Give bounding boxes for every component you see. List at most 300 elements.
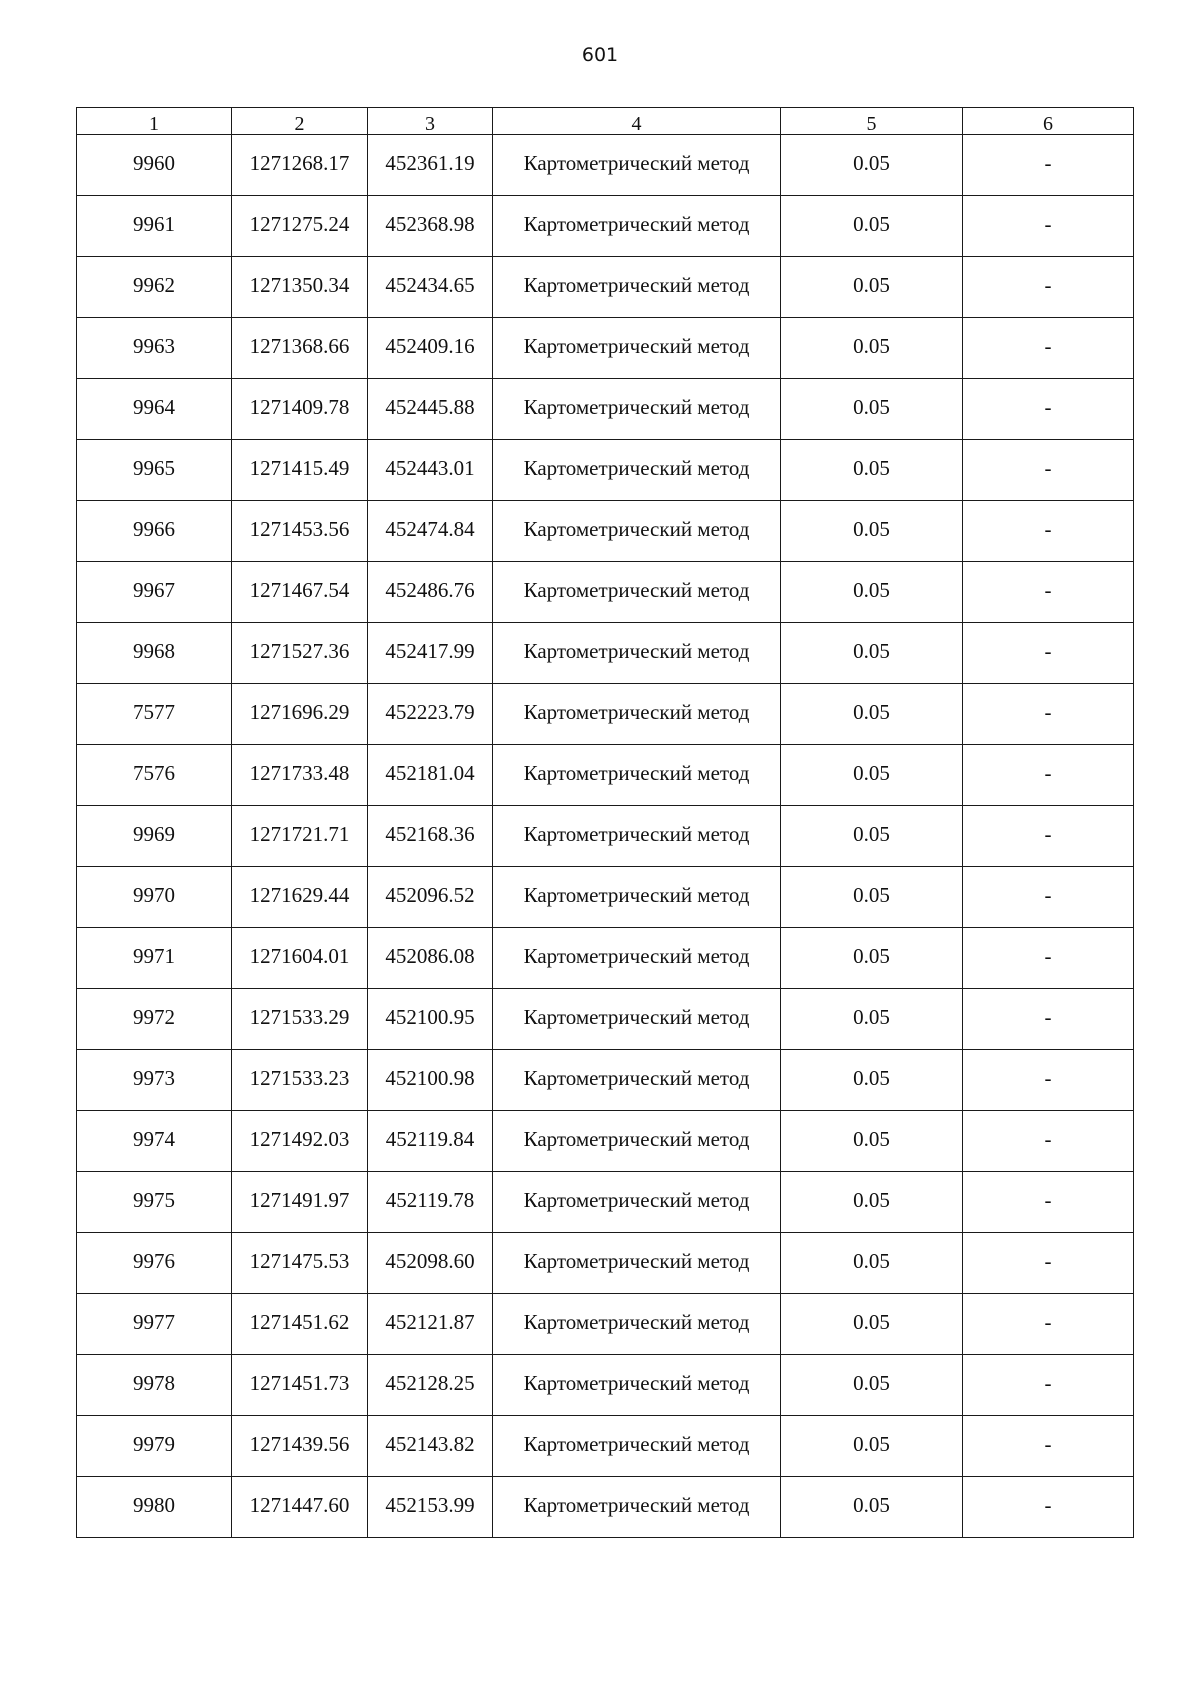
cell-text: 452100.95: [385, 1004, 475, 1029]
x-coordinate-cell: [232, 928, 368, 989]
accuracy-cell: [781, 379, 963, 440]
note-cell: [963, 440, 1134, 501]
cell-text: -: [1044, 1187, 1052, 1212]
method-cell: [493, 1233, 781, 1294]
method-cell: [493, 867, 781, 928]
accuracy-cell: [781, 196, 963, 257]
cell-text: 452417.99: [385, 638, 475, 663]
header-row: [77, 108, 1134, 135]
method-cell: [493, 440, 781, 501]
table-row: [77, 135, 1134, 196]
column-header: 6: [963, 108, 1134, 135]
note-cell: [963, 1233, 1134, 1294]
cell-text: -: [1044, 760, 1052, 785]
method-cell: [493, 562, 781, 623]
method-cell: [493, 1477, 781, 1538]
cell-text: -: [1044, 394, 1052, 419]
table-row: [77, 1294, 1134, 1355]
cell-text: -: [1044, 1492, 1052, 1517]
table-row: [77, 257, 1134, 318]
cell-text: 452153.99: [385, 1492, 475, 1517]
cell-text: 0.05: [853, 1431, 890, 1456]
cell-text: -: [1044, 1126, 1052, 1151]
cell-text: Картометрический метод: [523, 760, 750, 785]
method-cell: [493, 257, 781, 318]
method-cell: [493, 806, 781, 867]
cell-text: 9977: [133, 1309, 175, 1334]
cell-text: 452445.88: [385, 394, 475, 419]
cell-text: 0.05: [853, 394, 890, 419]
method-cell: [493, 318, 781, 379]
method-cell: [493, 196, 781, 257]
cell-text: Картометрический метод: [523, 394, 750, 419]
point-number-cell: [77, 440, 232, 501]
cell-text: 0.05: [853, 516, 890, 541]
page-number: 601: [581, 44, 619, 66]
point-number-cell: [77, 684, 232, 745]
method-cell: [493, 501, 781, 562]
x-coordinate-cell: [232, 562, 368, 623]
cell-text: -: [1044, 1065, 1052, 1090]
cell-text: -: [1044, 455, 1052, 480]
table-row: [77, 379, 1134, 440]
method-cell: [493, 684, 781, 745]
cell-text: 0.05: [853, 760, 890, 785]
cell-text: 452119.84: [385, 1126, 475, 1151]
note-cell: [963, 1416, 1134, 1477]
cell-text: 0.05: [853, 333, 890, 358]
y-coordinate-cell: [368, 928, 493, 989]
x-coordinate-cell: [232, 867, 368, 928]
cell-text: 452086.08: [385, 943, 475, 968]
cell-text: 9972: [133, 1004, 175, 1029]
table-row: [77, 1172, 1134, 1233]
table-row: [77, 1233, 1134, 1294]
y-coordinate-cell: [368, 1416, 493, 1477]
cell-text: 452434.65: [385, 272, 475, 297]
x-coordinate-cell: [232, 135, 368, 196]
method-cell: [493, 1355, 781, 1416]
y-coordinate-cell: [368, 135, 493, 196]
point-number-cell: [77, 1416, 232, 1477]
point-number-cell: [77, 501, 232, 562]
cell-text: 452368.98: [385, 211, 475, 236]
cell-text: 1271447.60: [249, 1492, 350, 1517]
x-coordinate-cell: [232, 684, 368, 745]
y-coordinate-cell: [368, 440, 493, 501]
cell-text: -: [1044, 1309, 1052, 1334]
cell-text: 452128.25: [385, 1370, 475, 1395]
y-coordinate-cell: [368, 1355, 493, 1416]
cell-text: 452443.01: [385, 455, 475, 480]
table-header: [77, 108, 1134, 135]
cell-text: 9978: [133, 1370, 175, 1395]
y-coordinate-cell: [368, 745, 493, 806]
cell-text: -: [1044, 943, 1052, 968]
cell-text: 9974: [133, 1126, 175, 1151]
cell-text: -: [1044, 1004, 1052, 1029]
cell-text: 1271604.01: [249, 943, 350, 968]
point-number-cell: [77, 1111, 232, 1172]
table-row: [77, 196, 1134, 257]
y-coordinate-cell: [368, 1172, 493, 1233]
accuracy-cell: [781, 1233, 963, 1294]
cell-text: 1271409.78: [249, 394, 350, 419]
cell-text: 7576: [133, 760, 175, 785]
note-cell: [963, 684, 1134, 745]
cell-text: Картометрический метод: [523, 1004, 750, 1029]
cell-text: 9960: [133, 150, 175, 175]
cell-text: 0.05: [853, 821, 890, 846]
column-header: 5: [781, 108, 963, 135]
cell-text: 0.05: [853, 211, 890, 236]
point-number-cell: [77, 928, 232, 989]
point-number-cell: [77, 135, 232, 196]
method-cell: [493, 928, 781, 989]
cell-text: 9979: [133, 1431, 175, 1456]
cell-text: 1271491.97: [249, 1187, 350, 1212]
cell-text: 1271533.29: [249, 1004, 350, 1029]
cell-text: 1271415.49: [249, 455, 350, 480]
note-cell: [963, 1172, 1134, 1233]
cell-text: Картометрический метод: [523, 272, 750, 297]
x-coordinate-cell: [232, 1050, 368, 1111]
cell-text: -: [1044, 882, 1052, 907]
accuracy-cell: [781, 623, 963, 684]
cell-text: -: [1044, 1248, 1052, 1273]
cell-text: Картометрический метод: [523, 1248, 750, 1273]
point-number-cell: [77, 623, 232, 684]
x-coordinate-cell: [232, 1477, 368, 1538]
y-coordinate-cell: [368, 379, 493, 440]
cell-text: 1271451.73: [249, 1370, 350, 1395]
accuracy-cell: [781, 318, 963, 379]
point-number-cell: [77, 1172, 232, 1233]
cell-text: 1271275.24: [249, 211, 350, 236]
coordinates-table: [76, 107, 1134, 1538]
column-header: 2: [232, 108, 368, 135]
table-row: [77, 440, 1134, 501]
table-body: [77, 135, 1134, 1538]
cell-text: 1271268.17: [249, 150, 350, 175]
cell-text: Картометрический метод: [523, 1065, 750, 1090]
point-number-cell: [77, 562, 232, 623]
accuracy-cell: [781, 1355, 963, 1416]
y-coordinate-cell: [368, 1233, 493, 1294]
cell-text: 9968: [133, 638, 175, 663]
point-number-cell: [77, 745, 232, 806]
accuracy-cell: [781, 867, 963, 928]
y-coordinate-cell: [368, 867, 493, 928]
accuracy-cell: [781, 989, 963, 1050]
method-cell: [493, 1294, 781, 1355]
accuracy-cell: [781, 135, 963, 196]
y-coordinate-cell: [368, 1111, 493, 1172]
cell-text: 0.05: [853, 882, 890, 907]
x-coordinate-cell: [232, 1111, 368, 1172]
cell-text: -: [1044, 577, 1052, 602]
accuracy-cell: [781, 501, 963, 562]
note-cell: [963, 257, 1134, 318]
cell-text: 9963: [133, 333, 175, 358]
cell-text: 452143.82: [385, 1431, 475, 1456]
x-coordinate-cell: [232, 1416, 368, 1477]
cell-text: 1271451.62: [249, 1309, 350, 1334]
note-cell: [963, 501, 1134, 562]
cell-text: Картометрический метод: [523, 455, 750, 480]
note-cell: [963, 928, 1134, 989]
method-cell: [493, 623, 781, 684]
cell-text: 0.05: [853, 1126, 890, 1151]
table-row: [77, 928, 1134, 989]
x-coordinate-cell: [232, 257, 368, 318]
accuracy-cell: [781, 684, 963, 745]
accuracy-cell: [781, 562, 963, 623]
x-coordinate-cell: [232, 806, 368, 867]
cell-text: 0.05: [853, 1065, 890, 1090]
cell-text: 9969: [133, 821, 175, 846]
note-cell: [963, 867, 1134, 928]
note-cell: [963, 745, 1134, 806]
cell-text: 9980: [133, 1492, 175, 1517]
column-header: 3: [368, 108, 493, 135]
cell-text: 9970: [133, 882, 175, 907]
cell-text: 9962: [133, 272, 175, 297]
y-coordinate-cell: [368, 806, 493, 867]
accuracy-cell: [781, 440, 963, 501]
cell-text: 9975: [133, 1187, 175, 1212]
table-row: [77, 684, 1134, 745]
cell-text: 1271629.44: [249, 882, 350, 907]
cell-text: 1271527.36: [249, 638, 350, 663]
cell-text: -: [1044, 699, 1052, 724]
note-cell: [963, 623, 1134, 684]
accuracy-cell: [781, 1111, 963, 1172]
cell-text: Картометрический метод: [523, 882, 750, 907]
y-coordinate-cell: [368, 623, 493, 684]
point-number-cell: [77, 1294, 232, 1355]
y-coordinate-cell: [368, 684, 493, 745]
note-cell: [963, 318, 1134, 379]
cell-text: 1271467.54: [249, 577, 350, 602]
cell-text: -: [1044, 516, 1052, 541]
cell-text: Картометрический метод: [523, 1431, 750, 1456]
cell-text: Картометрический метод: [523, 516, 750, 541]
cell-text: -: [1044, 150, 1052, 175]
note-cell: [963, 1111, 1134, 1172]
x-coordinate-cell: [232, 501, 368, 562]
x-coordinate-cell: [232, 989, 368, 1050]
cell-text: -: [1044, 821, 1052, 846]
table-row: [77, 989, 1134, 1050]
cell-text: 9973: [133, 1065, 175, 1090]
method-cell: [493, 1172, 781, 1233]
y-coordinate-cell: [368, 989, 493, 1050]
point-number-cell: [77, 989, 232, 1050]
note-cell: [963, 562, 1134, 623]
cell-text: 0.05: [853, 1370, 890, 1395]
cell-text: Картометрический метод: [523, 1492, 750, 1517]
cell-text: Картометрический метод: [523, 1187, 750, 1212]
cell-text: 452098.60: [385, 1248, 475, 1273]
method-cell: [493, 1416, 781, 1477]
point-number-cell: [77, 806, 232, 867]
x-coordinate-cell: [232, 1294, 368, 1355]
method-cell: [493, 379, 781, 440]
table-row: [77, 745, 1134, 806]
cell-text: 9966: [133, 516, 175, 541]
note-cell: [963, 1355, 1134, 1416]
table-row: [77, 1050, 1134, 1111]
cell-text: 452181.04: [385, 760, 475, 785]
y-coordinate-cell: [368, 1294, 493, 1355]
cell-text: -: [1044, 1370, 1052, 1395]
table-row: [77, 318, 1134, 379]
cell-text: 0.05: [853, 943, 890, 968]
cell-text: 9971: [133, 943, 175, 968]
cell-text: 7577: [133, 699, 175, 724]
table-row: [77, 1111, 1134, 1172]
cell-text: 0.05: [853, 699, 890, 724]
cell-text: Картометрический метод: [523, 1370, 750, 1395]
cell-text: Картометрический метод: [523, 1309, 750, 1334]
y-coordinate-cell: [368, 257, 493, 318]
cell-text: Картометрический метод: [523, 638, 750, 663]
cell-text: Картометрический метод: [523, 211, 750, 236]
y-coordinate-cell: [368, 562, 493, 623]
table-row: [77, 1477, 1134, 1538]
cell-text: 9965: [133, 455, 175, 480]
cell-text: 1271696.29: [249, 699, 350, 724]
note-cell: [963, 135, 1134, 196]
cell-text: 0.05: [853, 455, 890, 480]
accuracy-cell: [781, 806, 963, 867]
x-coordinate-cell: [232, 1355, 368, 1416]
y-coordinate-cell: [368, 501, 493, 562]
accuracy-cell: [781, 1416, 963, 1477]
cell-text: 452409.16: [385, 333, 475, 358]
point-number-cell: [77, 867, 232, 928]
cell-text: 1271533.23: [249, 1065, 350, 1090]
note-cell: [963, 806, 1134, 867]
cell-text: -: [1044, 211, 1052, 236]
x-coordinate-cell: [232, 440, 368, 501]
point-number-cell: [77, 1477, 232, 1538]
cell-text: 1271368.66: [249, 333, 350, 358]
accuracy-cell: [781, 745, 963, 806]
point-number-cell: [77, 1233, 232, 1294]
y-coordinate-cell: [368, 196, 493, 257]
cell-text: 0.05: [853, 1004, 890, 1029]
column-header: 4: [493, 108, 781, 135]
table-row: [77, 1416, 1134, 1477]
method-cell: [493, 989, 781, 1050]
table-row: [77, 501, 1134, 562]
cell-text: Картометрический метод: [523, 943, 750, 968]
cell-text: 452100.98: [385, 1065, 475, 1090]
cell-text: 0.05: [853, 1248, 890, 1273]
x-coordinate-cell: [232, 623, 368, 684]
cell-text: Картометрический метод: [523, 333, 750, 358]
cell-text: Картометрический метод: [523, 150, 750, 175]
cell-text: 0.05: [853, 638, 890, 663]
x-coordinate-cell: [232, 379, 368, 440]
cell-text: 0.05: [853, 1309, 890, 1334]
note-cell: [963, 1294, 1134, 1355]
cell-text: 9964: [133, 394, 175, 419]
cell-text: 1271721.71: [249, 821, 350, 846]
method-cell: [493, 1050, 781, 1111]
point-number-cell: [77, 1355, 232, 1416]
note-cell: [963, 1477, 1134, 1538]
cell-text: 452361.19: [385, 150, 475, 175]
cell-text: -: [1044, 1431, 1052, 1456]
x-coordinate-cell: [232, 1233, 368, 1294]
accuracy-cell: [781, 1477, 963, 1538]
cell-text: 1271350.34: [249, 272, 350, 297]
y-coordinate-cell: [368, 1477, 493, 1538]
accuracy-cell: [781, 257, 963, 318]
point-number-cell: [77, 1050, 232, 1111]
cell-text: -: [1044, 272, 1052, 297]
cell-text: 9976: [133, 1248, 175, 1273]
cell-text: 452223.79: [385, 699, 475, 724]
cell-text: 452474.84: [385, 516, 475, 541]
cell-text: 0.05: [853, 272, 890, 297]
cell-text: -: [1044, 638, 1052, 663]
cell-text: Картометрический метод: [523, 699, 750, 724]
x-coordinate-cell: [232, 318, 368, 379]
accuracy-cell: [781, 1294, 963, 1355]
accuracy-cell: [781, 928, 963, 989]
cell-text: 0.05: [853, 1187, 890, 1212]
column-header: 1: [77, 108, 232, 135]
cell-text: Картометрический метод: [523, 821, 750, 846]
cell-text: 9961: [133, 211, 175, 236]
table-row: [77, 1355, 1134, 1416]
point-number-cell: [77, 196, 232, 257]
cell-text: 452121.87: [385, 1309, 475, 1334]
cell-text: 1271439.56: [249, 1431, 350, 1456]
y-coordinate-cell: [368, 1050, 493, 1111]
cell-text: 0.05: [853, 577, 890, 602]
cell-text: 1271733.48: [249, 760, 350, 785]
method-cell: [493, 1111, 781, 1172]
cell-text: 0.05: [853, 150, 890, 175]
cell-text: 1271475.53: [249, 1248, 350, 1273]
method-cell: [493, 745, 781, 806]
point-number-cell: [77, 318, 232, 379]
accuracy-cell: [781, 1050, 963, 1111]
cell-text: -: [1044, 333, 1052, 358]
cell-text: 1271453.56: [249, 516, 350, 541]
point-number-cell: [77, 257, 232, 318]
cell-text: 1271492.03: [249, 1126, 350, 1151]
cell-text: 9967: [133, 577, 175, 602]
table-row: [77, 623, 1134, 684]
x-coordinate-cell: [232, 1172, 368, 1233]
note-cell: [963, 1050, 1134, 1111]
table-row: [77, 867, 1134, 928]
cell-text: 0.05: [853, 1492, 890, 1517]
point-number-cell: [77, 379, 232, 440]
cell-text: Картометрический метод: [523, 1126, 750, 1151]
x-coordinate-cell: [232, 745, 368, 806]
cell-text: Картометрический метод: [523, 577, 750, 602]
note-cell: [963, 196, 1134, 257]
cell-text: 452096.52: [385, 882, 475, 907]
accuracy-cell: [781, 1172, 963, 1233]
